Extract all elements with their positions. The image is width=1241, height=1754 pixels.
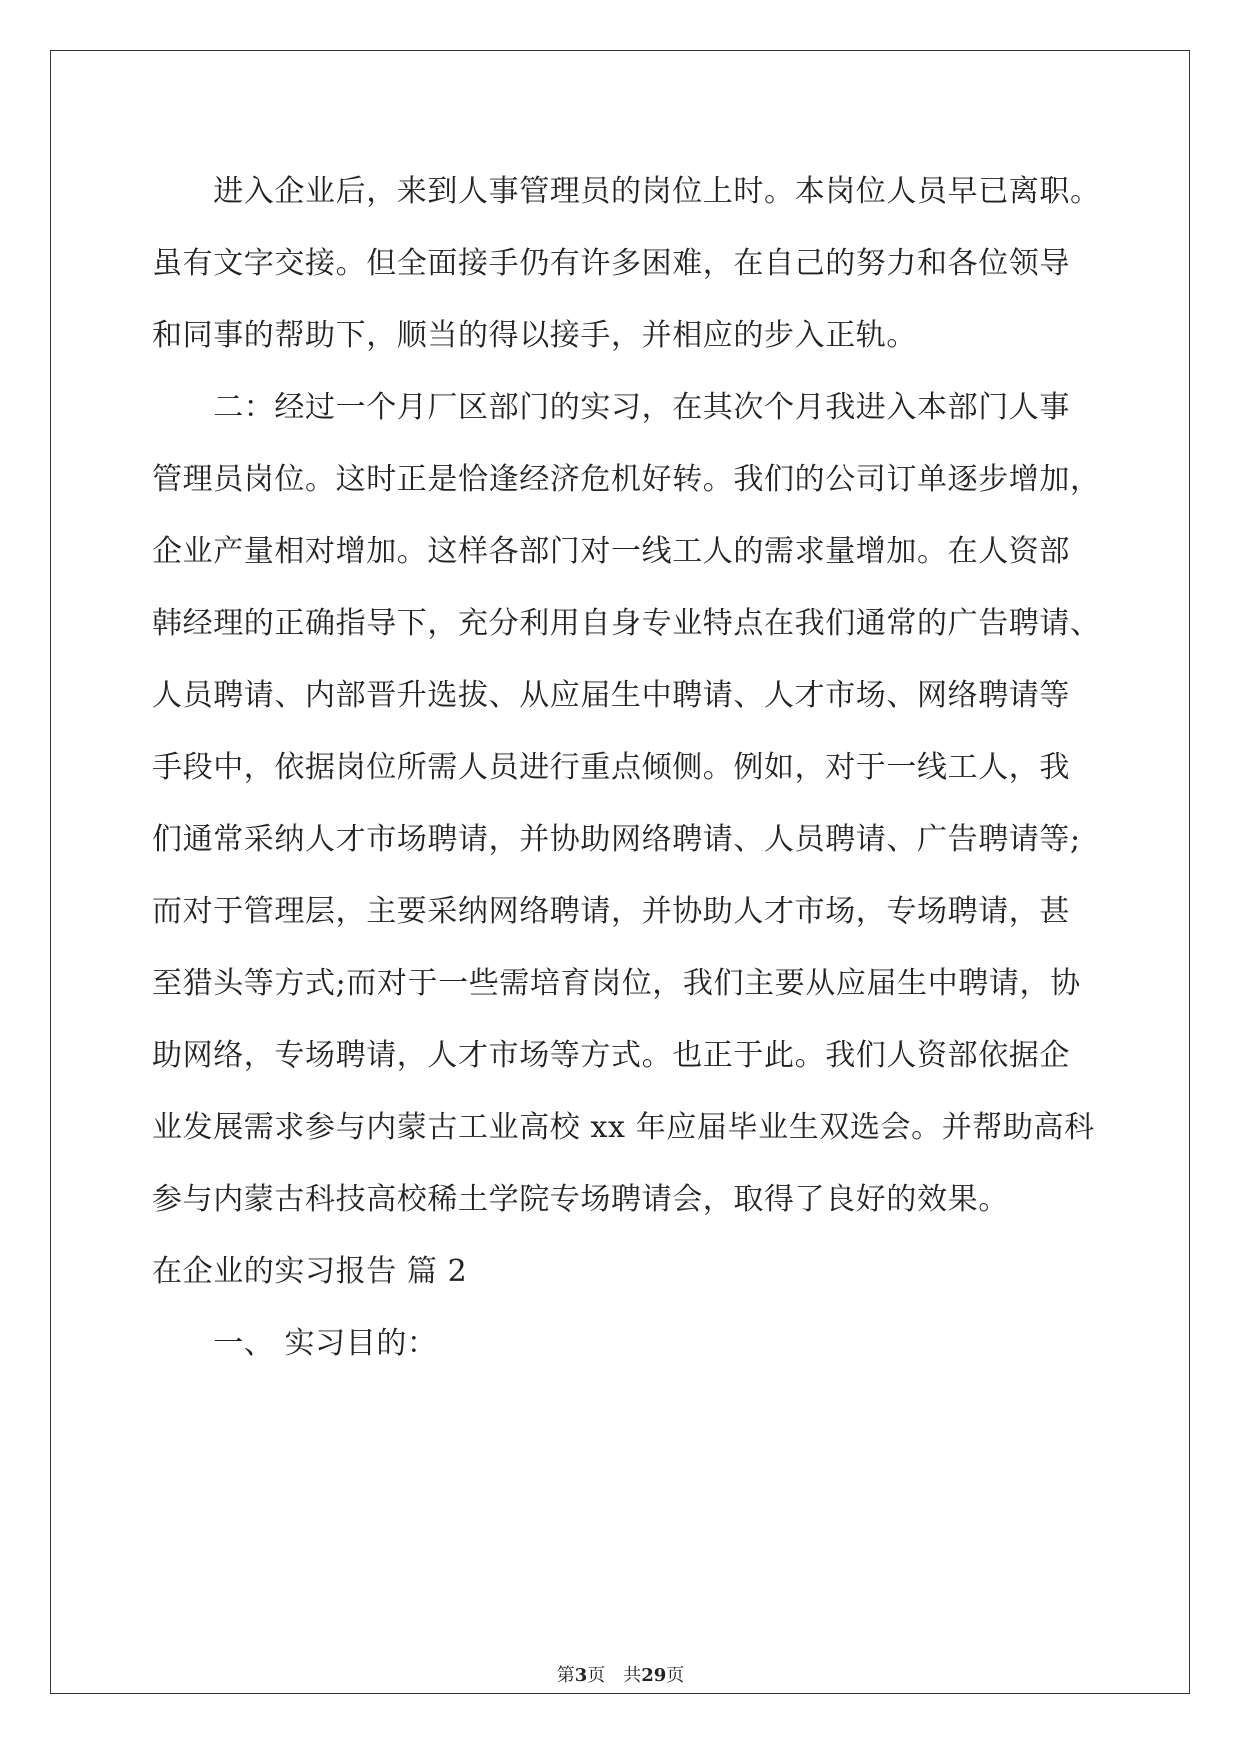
page-suffix: 页 bbox=[666, 1665, 685, 1686]
page-separator: 页 共 bbox=[587, 1665, 642, 1686]
page-border bbox=[50, 50, 1190, 1694]
paragraph-line: 业发展需求参与内蒙古工业高校 xx 年应届毕业生双选会。并帮助高科 bbox=[152, 1110, 1095, 1145]
paragraph-line: 参与内蒙古科技高校稀土学院专场聘请会，取得了良好的效果。 bbox=[152, 1182, 1009, 1217]
subsection-heading: 一、 实习目的： bbox=[152, 1326, 438, 1361]
page-prefix: 第 bbox=[556, 1665, 575, 1686]
section-heading: 在企业的实习报告 篇 2 bbox=[152, 1254, 468, 1289]
paragraph-line: 至猎头等方式;而对于一些需培育岗位，我们主要从应届生中聘请，协 bbox=[152, 966, 1081, 1001]
paragraph-line: 人员聘请、内部晋升选拔、从应届生中聘请、人才市场、网络聘请等 bbox=[152, 678, 1070, 713]
paragraph-line: 而对于管理层，主要采纳网络聘请，并协助人才市场，专场聘请，甚 bbox=[152, 894, 1070, 929]
paragraph-line: 进入企业后，来到人事管理员的岗位上时。本岗位人员早已离职。 bbox=[152, 174, 1101, 209]
paragraph-line: 虽有文字交接。但全面接手仍有许多困难，在自己的努力和各位领导 bbox=[152, 246, 1070, 281]
total-page-count: 29 bbox=[641, 1665, 667, 1686]
paragraph-line: 韩经理的正确指导下，充分利用自身专业特点在我们通常的广告聘请、 bbox=[152, 606, 1101, 641]
current-page-number: 3 bbox=[574, 1665, 588, 1686]
paragraph-line: 们通常采纳人才市场聘请，并协助网络聘请、人员聘请、广告聘请等; bbox=[152, 822, 1081, 857]
paragraph-line: 企业产量相对增加。这样各部门对一线工人的需求量增加。在人资部 bbox=[152, 534, 1070, 569]
paragraph-line: 管理员岗位。这时正是恰逢经济危机好转。我们的公司订单逐步增加， bbox=[152, 462, 1101, 497]
paragraph-line: 手段中，依据岗位所需人员进行重点倾侧。例如，对于一线工人，我 bbox=[152, 750, 1070, 785]
paragraph-line: 和同事的帮助下，顺当的得以接手，并相应的步入正轨。 bbox=[152, 318, 917, 353]
paragraph-line: 助网络，专场聘请，人才市场等方式。也正于此。我们人资部依据企 bbox=[152, 1038, 1070, 1073]
page-footer bbox=[0, 1665, 1241, 1687]
paragraph-line: 二：经过一个月厂区部门的实习，在其次个月我进入本部门人事 bbox=[152, 390, 1070, 425]
